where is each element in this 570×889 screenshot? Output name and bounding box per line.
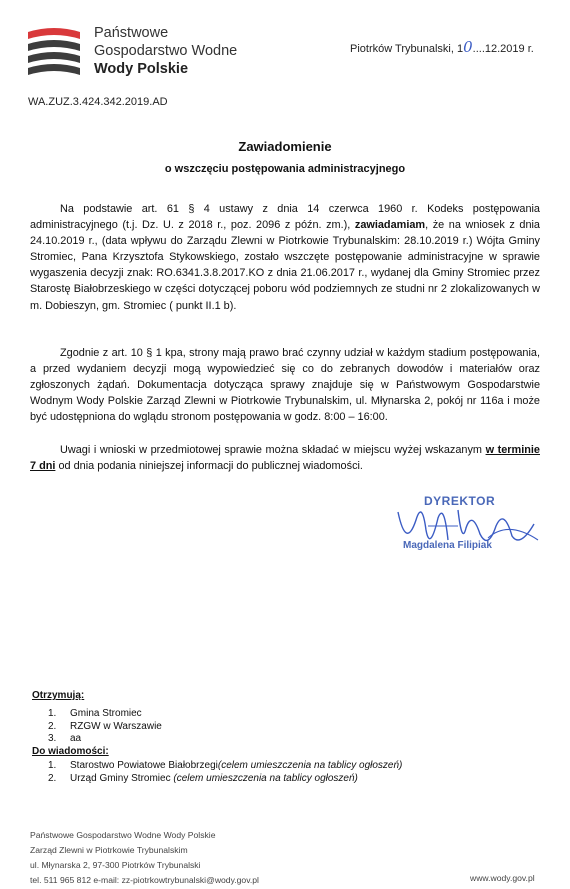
place-date-day-handwritten: 0: [463, 38, 473, 56]
paragraph-1: [30, 201, 540, 314]
list-item-note: (celem umieszczenia na tablicy ogłoszeń): [173, 772, 358, 784]
list-item-number: 1.: [48, 708, 57, 719]
for-info-list: [48, 760, 402, 785]
list-item-number: 3.: [48, 733, 57, 745]
document-subtitle: o wszczęciu postępowania administracyjnego: [164, 163, 406, 175]
paragraph-3-bold: w terminie 7 dni: [30, 444, 540, 473]
wody-polskie-logo-icon: [26, 26, 82, 78]
list-item-number: 2.: [48, 720, 57, 732]
logo-line-2: Gospodarstwo Wodne: [94, 43, 238, 59]
list-item-text: Urząd Gminy Stromiec: [70, 772, 174, 784]
for-info-heading: Do wiadomości:: [32, 746, 109, 757]
footer-address: [30, 828, 259, 888]
place-date-day-printed: 1: [456, 43, 464, 55]
footer-line-4: tel. 511 965 812 e-mail: zz-piotrkowtrybunalski@wody.gov.pl: [30, 875, 259, 885]
list-item: [48, 760, 402, 773]
paragraph-3-a: Uwagi i wnioski w przedmiotowej sprawie można składać w miejscu wyżej wskazanym: [60, 444, 486, 456]
list-item: [48, 733, 162, 746]
paragraph-3-b: od dnia podania niniejszej informacji do publicznej wiadomości.: [55, 460, 363, 473]
footer-line-3: ul. Młynarska 2, 97-300 Piotrków Trybunalski: [30, 860, 201, 870]
list-item-text: RZGW w Warszawie: [70, 720, 162, 732]
footer-url: www.wody.gov.pl: [470, 873, 535, 883]
stamp-name: Magdalena Filipiak: [403, 540, 492, 551]
logo-text: [94, 24, 237, 78]
case-number: WA.ZUZ.3.424.342.2019.AD: [28, 96, 168, 108]
list-item: [48, 708, 162, 721]
list-item-text: aa: [70, 733, 82, 745]
footer-line-2: Zarząd Zlewni w Piotrkowie Trybunalskim: [30, 845, 188, 855]
place-date-suffix: ..12.2019 r.: [478, 43, 534, 55]
document-title: Zawiadomienie: [238, 139, 332, 154]
paragraph-1-b: , że na wniosek z dnia 24.10.2019 r., (data wpływu do Zarządu Zlewni w Piotrkowie Trybunalskim: 28.10.2019 r.) Wójta Gminy Stromiec, Pana Krzysztofa Stykowskiego, zostało wszczęte postępowanie administracyjne w sprawie wygaszenia decyzji znak: RO.6341.3.8.2017.KO z dnia 21.06.2017 r., wydanej dla Gminy Stromiec przez Starostę Białobrzeskiego w części dotyczącej poboru wód podziemnych ze studni nr 2 zlokalizowanych w m. Dobieszyn, gm. Stromiec ( punkt II.1 b).: [30, 219, 540, 312]
list-item-text: Starostwo Powiatowe Białobrzegi: [70, 760, 218, 771]
recipients-heading: Otrzymują:: [32, 690, 85, 701]
logo-line-3: Wody Polskie: [94, 61, 189, 77]
paragraph-3: [30, 442, 540, 474]
paragraph-2: Zgodnie z art. 10 § 1 kpa, strony mają prawo brać czynny udział w każdym stadium postępowania, a przed wydaniem decyzji mogą wypowiedzieć się co do zebranych dowodów i materiałów oraz zgłoszonych żądań. Dokumentacja dotycząca sprawy znajduje się w Państwowym Gospodarstwie Wodnym Wody Polskie Zarząd Zlewni w Piotrkowie Trybunalskim, ul. Młynarska 2, pokój nr 116a i może być udostępniona do wglądu stronom postępowania w godz. 8:00 – 16:00.: [30, 347, 540, 424]
paragraph-1-bold: zawiadamiam: [354, 219, 426, 232]
stamp-title: DYREKTOR: [424, 494, 496, 508]
place-date-dots: ..: [472, 43, 479, 55]
list-item: [48, 773, 402, 786]
recipients-list: [48, 708, 162, 746]
place-date-prefix: Piotrków Trybunalski,: [350, 43, 457, 55]
list-item-text: Gmina Stromiec: [70, 708, 142, 719]
list-item: [48, 721, 162, 734]
paragraph-1-a: Na podstawie art. 61 § 4 ustawy z dnia 14 czerwca 1960 r. Kodeks postępowania administracyjnego (t.j. Dz. U. z 2018 r., poz. 2096 z późn. zm.),: [30, 203, 540, 232]
list-item-number: 2.: [48, 772, 57, 784]
list-item-note: (celem umieszczenia na tablicy ogłoszeń): [217, 760, 403, 771]
footer-line-1: Państwowe Gospodarstwo Wodne Wody Polskie: [30, 830, 216, 840]
list-item-number: 1.: [48, 760, 57, 771]
logo-line-1: Państwowe: [94, 25, 169, 41]
place-date: [350, 38, 534, 56]
